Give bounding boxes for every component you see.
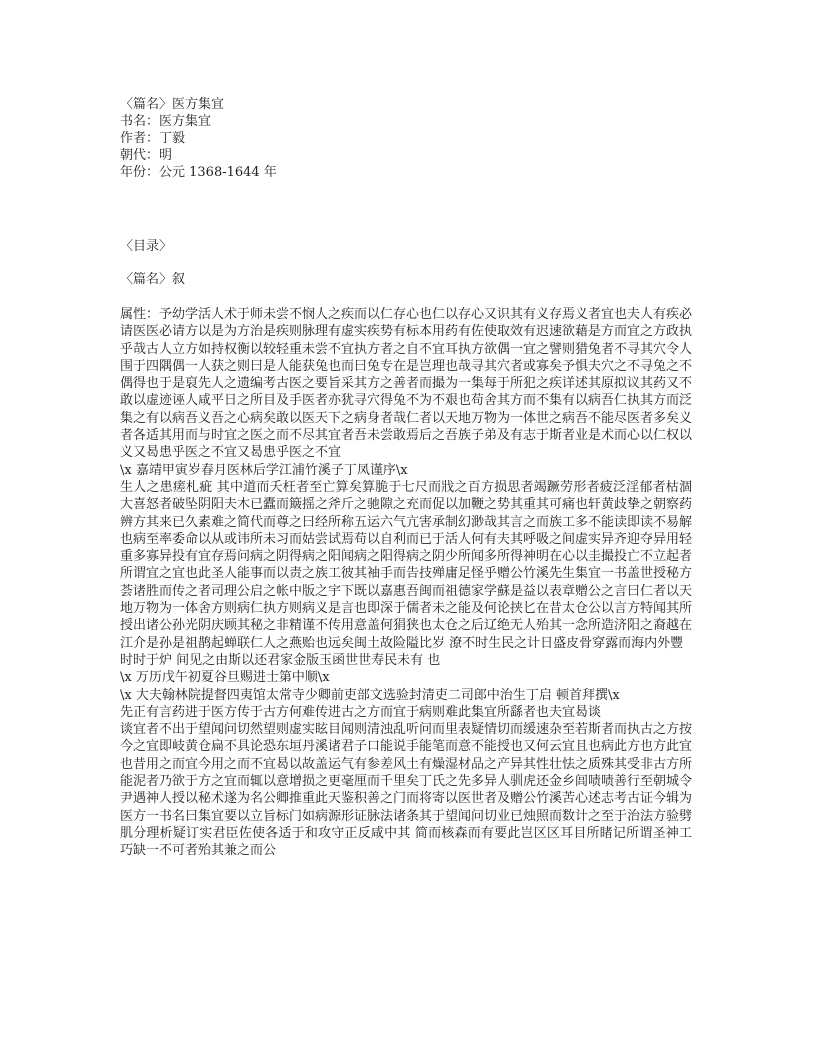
spacer	[120, 181, 706, 238]
paragraph-signature-2b: \x 大夫翰林院提督四夷馆太常寺少卿前吏部文选验封清吏二司郎中治生丁启 顿首拜撰\x	[120, 687, 620, 703]
spacer	[120, 288, 706, 306]
section-heading: 〈篇名〉叙	[120, 272, 186, 287]
paragraph-preface-3-intro: 先正有言药进于医方传于古方何难传进古之方而宜于病则难此集宜所繇者也夫宜曷谈	[120, 704, 602, 720]
spacer	[120, 255, 706, 271]
paragraph-preface-1: 属性：予幼学活人术于师未尝不悯人之疾而以仁存心也仁以存心又识其有义存焉义者宜也夫人有疾必请医医必请方以是为方治是疾则脉理有虚实疾势有标本用药有佐使取效有迟速欲藉是方而宜之方政执乎哉古人立方如持权衡以较轻重未尝不宜执方者之自不宜耳执方欲偶一宜之譬则猎兔者不寻其穴令人围于四隅偶一人获之则曰是人能获兔也而曰兔专在是岂理也哉寻其穴者或寡矣予惧夫穴之不寻兔之不偶得也于是裒先人之遗编考古医之要旨采其方之善者而撮为一集每于所犯之疾详述其原拟议其药又不敢以虚迹诬人咸平日之所目及手医者亦犹寻穴得兔不为不艰也苟舍其方而不集有以病吾仁执其方而泛集之有以病吾义吾之心病矣敢以医天下之病身者哉仁者以天地万物为一体世之病吾不能尽医者多矣义者各适其用而与时宜之医之而不尽其宜者吾未尝敢焉后之吾族子弟及有志于斯者业是术而心以仁权以义又曷患乎医之不宜又曷患乎医之不宜	[120, 307, 693, 461]
paragraph-signature-2a: \x 万历戊午初夏谷旦赐进士第中顺\x	[120, 670, 330, 686]
paragraph-preface-2: 生人之患瘥札疵 其中道而夭枉者至亡算矣算脆于七尺而戕之百方损思者竭蹶劳形者疲泛淫郁者枯涸大喜怒者破坠阴阳夫木已蠹而簸摇之斧斤之驰隙之充而促以加鞭之势其重其可痛也轩黄歧挚之朝察药辨方其来已久素难之简代而尊之曰经所称五运六气亢害承制幻渺哉其言之而族工多不能读即读不易解也病至率委命以从或讳所未习而姑尝试焉苟以自利而已于活人何有夫其呼吸之间虚实异齐迎夺异用轻重多寡异投有宜存焉问病之阴得病之阳闻病之阳得病之阴少所闻多所得神明在心以圭撮投亡不立起者所谓宜之宜也此圣人能事而以责之族工彼其袖手而告技殚庸足怪乎赠公竹溪先生集宜一书盖世授秘方荟诸胜而传之者司理公启之帐中版之宇下既以嘉惠吾闽而祖德家学蘇是益以表章赠公之言曰仁者以天地万物为一体舍方则病仁执方则病义是言也即深于儒者未之能及何论挟匕在昔太仓公以言方特闻其所授出诸公孙光阴庆顾其秘之非精谨不传用意盖何狷狭也太仓之后辽绝无人殆其一念所造济阳之裔越在江介是孙是祖鹊起蝉联仁人之燕贻也远矣闽土故险隘比岁 潦不时生民之计日盛皮骨穿露而海内外豐	[120, 479, 693, 651]
meta-zuo-zhe: 作者：丁毅	[120, 131, 186, 146]
meta-shu-ming: 书名：医方集宜	[120, 114, 212, 129]
meta-chao-dai: 朝代：明	[120, 148, 173, 163]
meta-pian-ming: 〈篇名〉医方集宜	[120, 97, 225, 112]
paragraph-preface-3: 谈宜者不出于望闻问切然望则虚实眩目闻则清浊乱听问而里表疑情切而缓速杂至若斯者而执古之方按今之宜即岐黄仓扁不具论恐东垣丹溪诸君子口能说手能笔而意不能授也又何云宜且也病此方也方此宜也昔用之而宜今用之而不宜曷以故盖运气有参差风土有燥湿材品之产异其性壮怯之质殊其受非古方所能泥者乃欲于方之宜而辄以意增损之更毫厘而千里矣丁氏之先多异人驯虎还金乡闾啧啧善行至朝城令尹遇神人授以秘术遂为名公卿推重此天鉴积善之门而将寄以医世者及赠公竹溪苦心述志考古证今辑为医方一书名曰集宜要以立旨标门如病源形证脉法诸条其于望闻问切业已烛照而数计之至于治法方验劈肌分理析疑订实君臣佐使各适于和攻守正反咸中其 简而核森而有要此岂区区耳目所睹记所谓圣神工巧缺一不可者殆其兼之而公	[120, 722, 693, 859]
paragraph-preface-2-tail: 时时于炉 间见之由斯以还君家金版玉函世世寿民未有 也	[120, 652, 441, 668]
toc-heading: 〈目录〉	[120, 239, 173, 254]
document-body	[120, 306, 692, 860]
meta-nian-fen: 年份：公元 1368-1644 年	[120, 165, 277, 180]
paragraph-signature-1: \x 嘉靖甲寅岁春月医林后学江浦竹溪子丁凤谨序\x	[120, 462, 408, 478]
